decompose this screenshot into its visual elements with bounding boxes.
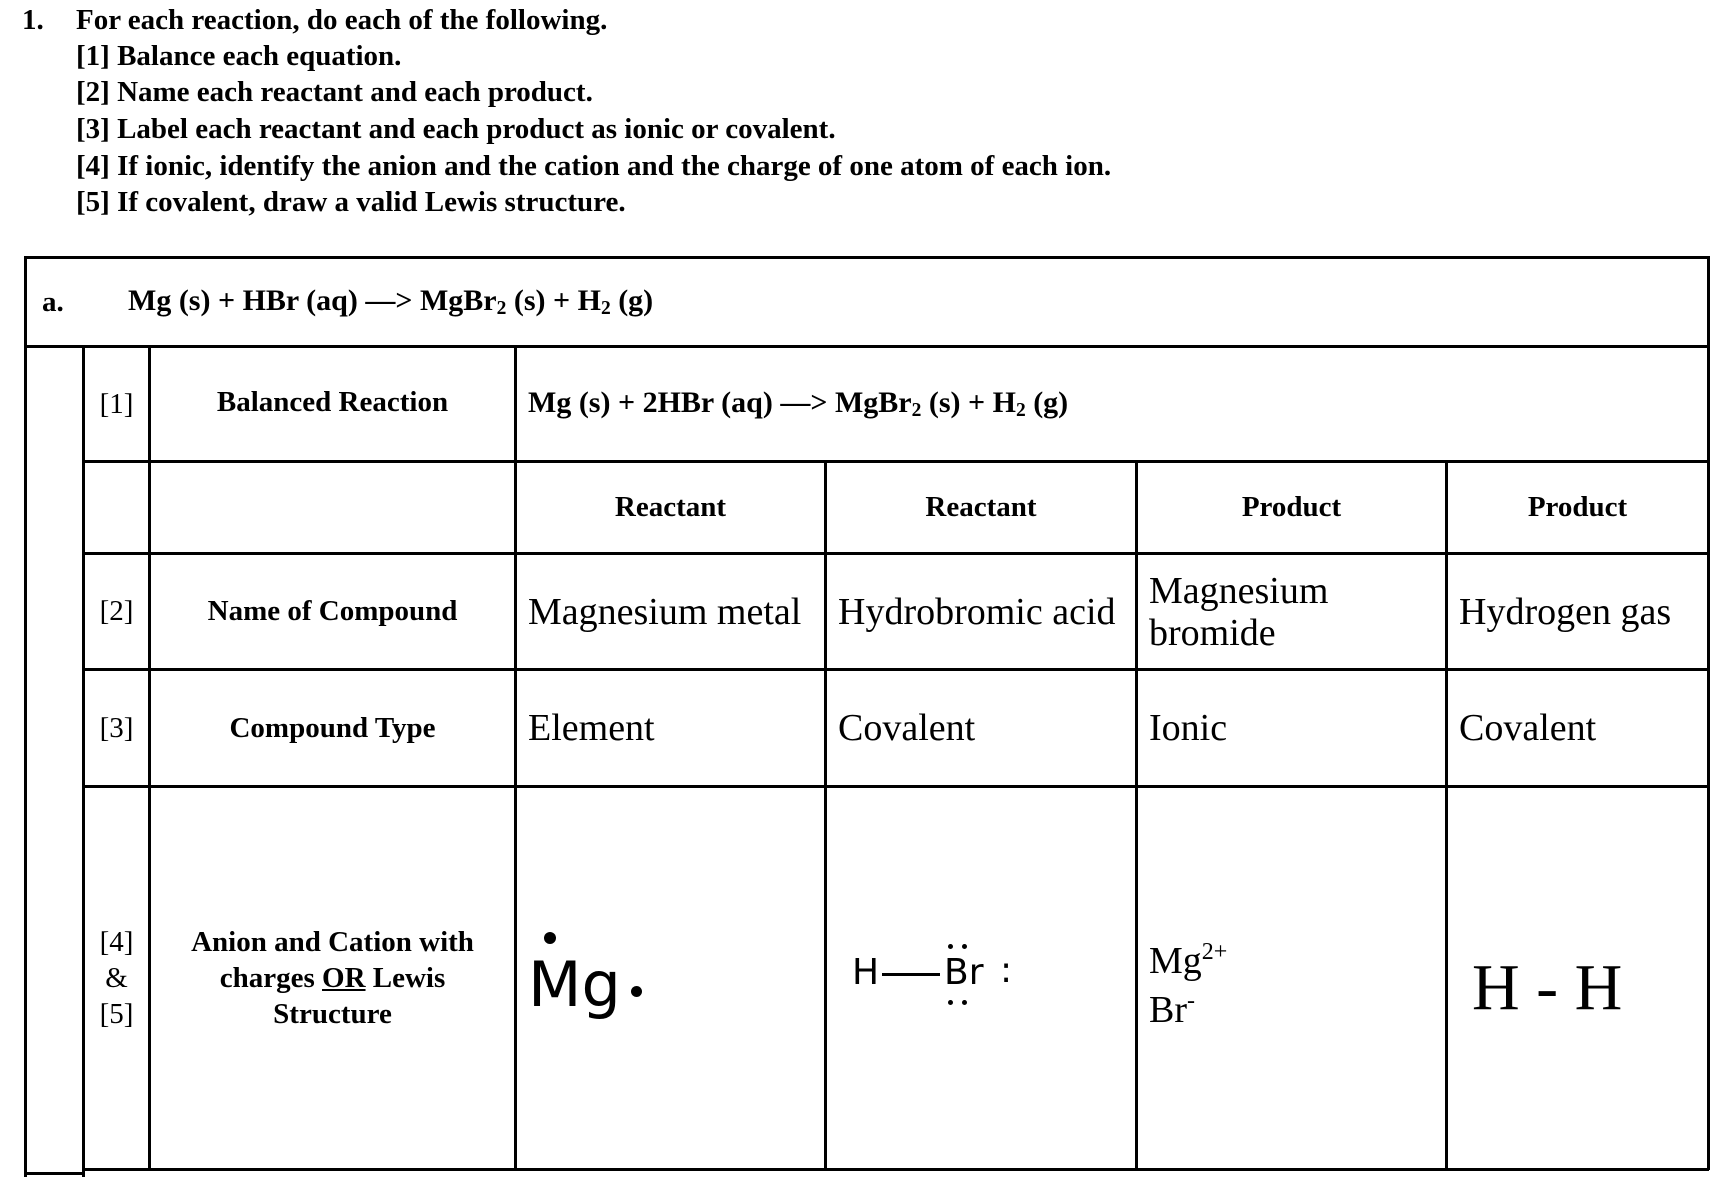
header-reactant-2: Reactant [925,491,1037,523]
name-product-2: Hydrogen gas [1459,590,1672,633]
step-2-number: [2] [99,595,134,627]
table-border-left [24,256,27,1177]
h2-lewis-structure: H - H [1472,951,1623,1024]
instruction-line-0: For each reaction, do each of the following. [76,4,608,36]
type-product-2: Covalent [1459,707,1597,749]
step-1-number: [1] [99,387,134,420]
ion-list [1149,932,1227,1030]
electron-dot [948,944,953,949]
table-divider [1445,460,1448,1170]
instruction-line-3: [3] Label each reactant and each product as ionic or covalent. [76,113,836,145]
br-atom: Br [944,952,984,993]
electron-dot [631,986,642,997]
name-of-compound-label: Name of Compound [207,595,458,627]
hbr-lewis-structure [852,940,1032,1010]
anion-cation-label: Anion and Cation with charges OR Lewis Structure [191,926,474,1030]
h-atom: H [852,952,880,993]
question-number: 1. [22,4,44,36]
lone-pair-right: : [1000,950,1013,991]
header-reactant-1: Reactant [614,491,727,523]
single-bond [882,973,940,976]
electron-dot [544,932,556,944]
electron-dot [962,944,967,949]
header-product-2: Product [1527,491,1628,523]
instruction-line-4: [4] If ionic, identify the anion and the cation and the charge of one atom of each ion. [76,150,1112,182]
type-product-1: Ionic [1149,707,1228,749]
instruction-line-5: [5] If covalent, draw a valid Lewis structure. [76,186,626,218]
reaction-letter: a. [42,286,64,318]
instruction-line-1: [1] Balance each equation. [76,40,402,72]
step-4-5-number: [4] & [5] [99,926,134,1030]
type-reactant-1: Element [528,707,655,749]
mg-symbol: Mg [528,948,621,1021]
electron-dot [962,1000,967,1005]
name-reactant-1: Magnesium metal [528,590,802,633]
electron-dot [948,1000,953,1005]
balanced-reaction-label: Balanced Reaction [216,385,449,418]
table-border-top [24,256,1709,259]
name-product-1: Magnesium bromide [1149,569,1329,654]
table-divider [24,1172,84,1175]
cation: $Mg^{2+}$ [1149,939,1228,982]
mg-lewis-structure [528,920,658,1030]
balanced-equation: Mg (s) + 2HBr (aq) —> MgBr$_2$ $(s) + H_2$ (g) [528,386,1069,421]
header-product-1: Product [1241,491,1342,523]
table-border-right [1707,256,1710,1170]
anion: Br- [1149,988,1195,1031]
instruction-line-2: [2] Name each reactant and each product. [76,76,593,108]
unbalanced-equation: Mg (s) + HBr (aq) —> MgBr$_2$ $(s) + H_2$ (g) [128,284,654,319]
compound-type-label: Compound Type [229,711,436,744]
type-reactant-2: Covalent [838,707,976,749]
table-divider [83,1168,1709,1171]
table-divider [1135,460,1138,1170]
step-3-number: [3] [99,711,134,744]
name-reactant-2: Hydrobromic acid [838,590,1116,633]
table-divider [824,460,827,1170]
